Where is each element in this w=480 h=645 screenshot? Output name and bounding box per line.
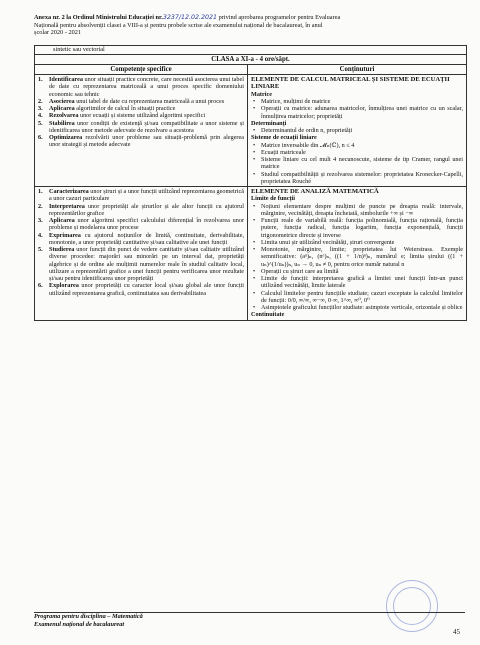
competence-number: 6. (38, 282, 43, 290)
competence-number: 5. (38, 246, 43, 254)
bullet-icon: • (253, 275, 256, 283)
competence-verb: Stabilirea (49, 119, 75, 127)
bullet-icon: • (253, 170, 256, 178)
document-header (34, 14, 464, 37)
competence-item (38, 217, 244, 232)
competence-item (38, 98, 244, 105)
header-line-2: Națională pentru absolvenții clasei a VIII-a și pentru probele scrise ale examenului național de bacalaureat, în anul (34, 21, 323, 29)
header-competences: Competențe specifice (35, 65, 248, 74)
content-bullet (251, 142, 463, 149)
competences-cell (35, 75, 248, 186)
content-bullet (251, 239, 463, 246)
bullet-icon: • (253, 246, 256, 254)
competence-verb: Caracterizarea (49, 188, 89, 196)
competence-number: 2. (38, 202, 43, 210)
competence-text (49, 232, 244, 247)
content-bullet (251, 268, 463, 275)
order-reference: Anexa nr. 2 la Ordinul Ministrului Educației nr. (34, 14, 163, 21)
content-item-text: Matrice, mulțimi de matrice (261, 98, 331, 106)
competence-number: 1. (38, 76, 43, 83)
competence-description: unor condiții de existență și/sau compatibilitate a unor sisteme și identificarea unor metode adecvate de rezolvare a acestora (49, 119, 244, 134)
competence-verb: Rezolvarea (49, 112, 79, 120)
competence-item (38, 246, 244, 282)
content-bullet (251, 105, 463, 120)
content-item-text: Asimptotele graficului funcțiilor studiate: asimptote verticale, orizontale și oblice (261, 304, 463, 312)
competence-description: unor proprietăți cu caracter local și/sau global ale unor funcții utilizând reprezentarea grafică, continuitatea sau derivabilitatea (49, 282, 244, 297)
table-row-analysis (35, 187, 466, 320)
bullet-icon: • (253, 238, 256, 246)
competence-verb: Interpretarea (49, 202, 85, 210)
bullet-icon: • (253, 267, 256, 275)
competence-text (49, 246, 244, 282)
competence-verb: Exprimarea (49, 231, 81, 239)
content-item-text: Operații cu șiruri care au limită (261, 267, 339, 275)
page-footer (34, 612, 465, 629)
competence-number: 3. (38, 217, 43, 225)
competence-text (49, 112, 244, 119)
competence-verb: Explorarea (49, 282, 79, 290)
section-title: ELEMENTE DE CALCUL MATRICEAL ȘI SISTEME DE ECUAȚII LINIARE (251, 76, 450, 91)
content-bullet (251, 127, 463, 134)
competence-text (49, 76, 244, 98)
content-item-text: Funcții reale de variabilă reală: funcția polinomială, funcția rațională, funcția putere, funcția radical, funcția logaritm, funcția exponențială, funcții trigonometrice directe și inverse (261, 217, 463, 239)
competence-description: unor ecuații și sisteme utilizând algoritmi specifici (78, 112, 206, 120)
bullet-icon: • (253, 105, 256, 113)
competence-verb: Identificarea (49, 76, 83, 83)
content-bullet (251, 246, 463, 268)
competence-description: rezolvării unor probleme sau situații-problemă prin alegerea unor strategii și metode adecvate (49, 134, 244, 149)
footer-program: Programa pentru disciplina – Matematică (34, 613, 143, 620)
content-bullet (251, 275, 463, 290)
content-bullet (251, 156, 463, 171)
competence-description: unui tabel de date cu reprezentarea matriceală a unui proces (74, 97, 225, 105)
competence-text (49, 105, 244, 112)
table-header (35, 65, 466, 75)
competence-verb: Studierea (49, 246, 75, 254)
competence-description: unor funcții din punct de vedere cantitativ și/sau calitativ utilizând diverse procedee: majorări sau minorări pe un interval dat, proprietăți algebrice și de ordine ale mulțimii numerelor reale în studiul calitativ local, utilizare a reprezentării grafice a unei funcții pentru verificarea unor rezultate și/sau pentru identificarea unor proprietăți (49, 246, 244, 283)
competence-text (49, 98, 244, 105)
bullet-icon: • (253, 141, 256, 149)
content-bullet (251, 203, 463, 218)
handwritten-order-number: 3237/12.02.2021 (162, 14, 218, 21)
content-bullet (251, 217, 463, 239)
competence-verb: Asocierea (49, 97, 75, 105)
competence-verb: Aplicarea (49, 217, 75, 225)
competence-description: unor proprietăți ale șirurilor și ale altor funcții cu ajutorul reprezentărilor grafice (49, 202, 244, 217)
competence-number: 4. (38, 112, 43, 120)
bullet-icon: • (253, 148, 256, 156)
competence-description: cu ajutorul noțiunilor de limită, continuitate, derivabilitate, monotonie, a unor proprietăți cantitative și/sau calitative ale unei funcții (49, 231, 244, 246)
content-item-text: Monotonie, mărginire, limite; proprietatea lui Weierstrass. Exemple semnificative: (aⁿ)ₙ, (nᵅ)ₙ, ((1 + 1/n)ⁿ)ₙ, numărul e; limita șirului ((1 + uₙ)^(1/uₙ))ₙ, uₙ → 0, uₙ ≠ 0, pentru orice număr natural n (261, 246, 463, 268)
content-item-text: Determinantul de ordin n, proprietăți (261, 127, 353, 135)
content-item-text: Noțiuni elementare despre mulțimi de puncte pe dreapta reală: intervale, mărginire, vecinătăți, dreapta încheiată, simbolurile +∞ și −∞ (261, 202, 463, 217)
content-item-text: Matrice inversabile din 𝓜ₙ(ℂ), n ≤ 4 (261, 141, 355, 149)
competence-text (49, 188, 244, 203)
bullet-icon: • (253, 202, 256, 210)
bullet-icon: • (253, 304, 256, 312)
content-item-text: Calculul limitelor pentru funcțiile studiate; cazuri exceptate la calculul limitelor de funcții: 0/0, ∞/∞, ∞−∞, 0·∞, 1^∞, ∞⁰, 0⁰ (261, 289, 463, 304)
bullet-icon: • (253, 217, 256, 225)
section-title: ELEMENTE DE ANALIZĂ MATEMATICĂ (251, 188, 379, 196)
competence-number: 3. (38, 105, 43, 112)
header-contents: Conținuturi (339, 66, 375, 73)
content-item-text: Operații cu matrice: adunarea matricelor, înmulțirea unei matrice cu un scalar, înmulțirea matricelor; proprietăți (261, 105, 463, 120)
bullet-icon: • (253, 289, 256, 297)
content-item-text: Sisteme liniare cu cel mult 4 necunoscute, sisteme de tip Cramer, rangul unei matrice (261, 156, 463, 171)
competence-text (49, 282, 244, 297)
content-items (251, 203, 463, 312)
content-bullet (251, 290, 463, 305)
competence-number: 1. (38, 188, 43, 196)
header-line-1 (34, 14, 464, 22)
content-bullet (251, 171, 463, 186)
curriculum-table (34, 45, 467, 321)
competence-item (38, 134, 244, 149)
class-heading: CLASA a XI-a - 4 ore/săpt. (35, 55, 466, 65)
header-line-1-rest: privind aprobarea programelor pentru Evaluarea (217, 14, 341, 21)
bullet-icon: • (253, 127, 256, 135)
content-sections (251, 91, 463, 185)
competence-verb: Aplicarea (49, 105, 75, 112)
competence-number: 2. (38, 97, 43, 105)
content-item-text: Limite de funcții: interpretarea grafică a limitei unei funcții într-un punct utilizând vecinătăți, limite laterale (261, 275, 463, 290)
table-row-matrix-calculus (35, 75, 466, 187)
competence-description: unor algoritmi specifici calculului diferențial în rezolvarea unor probleme și modelarea unor procese (49, 217, 244, 232)
competence-description: algoritmilor de calcul în situații practice (74, 105, 176, 112)
previous-row-text: sintetic sau vectorial (35, 46, 466, 55)
competences-cell (35, 187, 248, 320)
competence-item (38, 112, 244, 119)
competence-text (49, 134, 244, 149)
header-line-3: școlar 2020 - 2021 (34, 29, 82, 37)
footer-exam: Examenul național de bacalaureat (34, 621, 125, 628)
content-bullet (251, 149, 463, 156)
competence-item (38, 282, 244, 297)
competence-item (38, 232, 244, 247)
competence-item (38, 203, 244, 218)
subsection-heading: Matrice (251, 90, 272, 98)
contents-cell (248, 75, 466, 186)
competence-description: unor șiruri și a unor funcții utilizând reprezentarea geometrică a unor cazuri particulare (49, 188, 244, 203)
contents-cell (248, 187, 466, 320)
page-number: 45 (453, 628, 460, 636)
content-item-text: Limita unui șir utilizând vecinătăți, șiruri convergente (261, 238, 395, 246)
competence-text (49, 203, 244, 218)
competence-verb: Optimizarea (49, 134, 83, 141)
content-item-text: Ecuații matriceale (261, 148, 306, 156)
bullet-icon: • (253, 156, 256, 164)
competence-number: 5. (38, 119, 43, 127)
competence-text (49, 217, 244, 232)
subsection-heading: Limite de funcții (251, 195, 295, 203)
competence-description: unor situații practice concrete, care necesită asocierea unui tabel de date cu reprezentarea matriceală a unui proces specific domeniului economic sau tehnic (49, 76, 244, 98)
content-bullet (251, 304, 463, 311)
subsection-heading: Sisteme de ecuații liniare (251, 134, 317, 142)
competence-text (49, 120, 244, 135)
content-item-text: Studiul compatibilității și rezolvarea sistemelor: proprietatea Kronecker-Capelli, proprietatea Rouché (261, 170, 463, 185)
competence-number: 6. (38, 134, 43, 141)
competence-item (38, 188, 244, 203)
competence-item (38, 105, 244, 112)
subsection-heading: Determinanți (251, 119, 287, 127)
competence-item (38, 76, 244, 98)
content-bullet (251, 98, 463, 105)
bullet-icon: • (253, 98, 256, 106)
subsection-heading: Continuitate (251, 311, 285, 319)
competence-number: 4. (38, 231, 43, 239)
competence-item (38, 120, 244, 135)
